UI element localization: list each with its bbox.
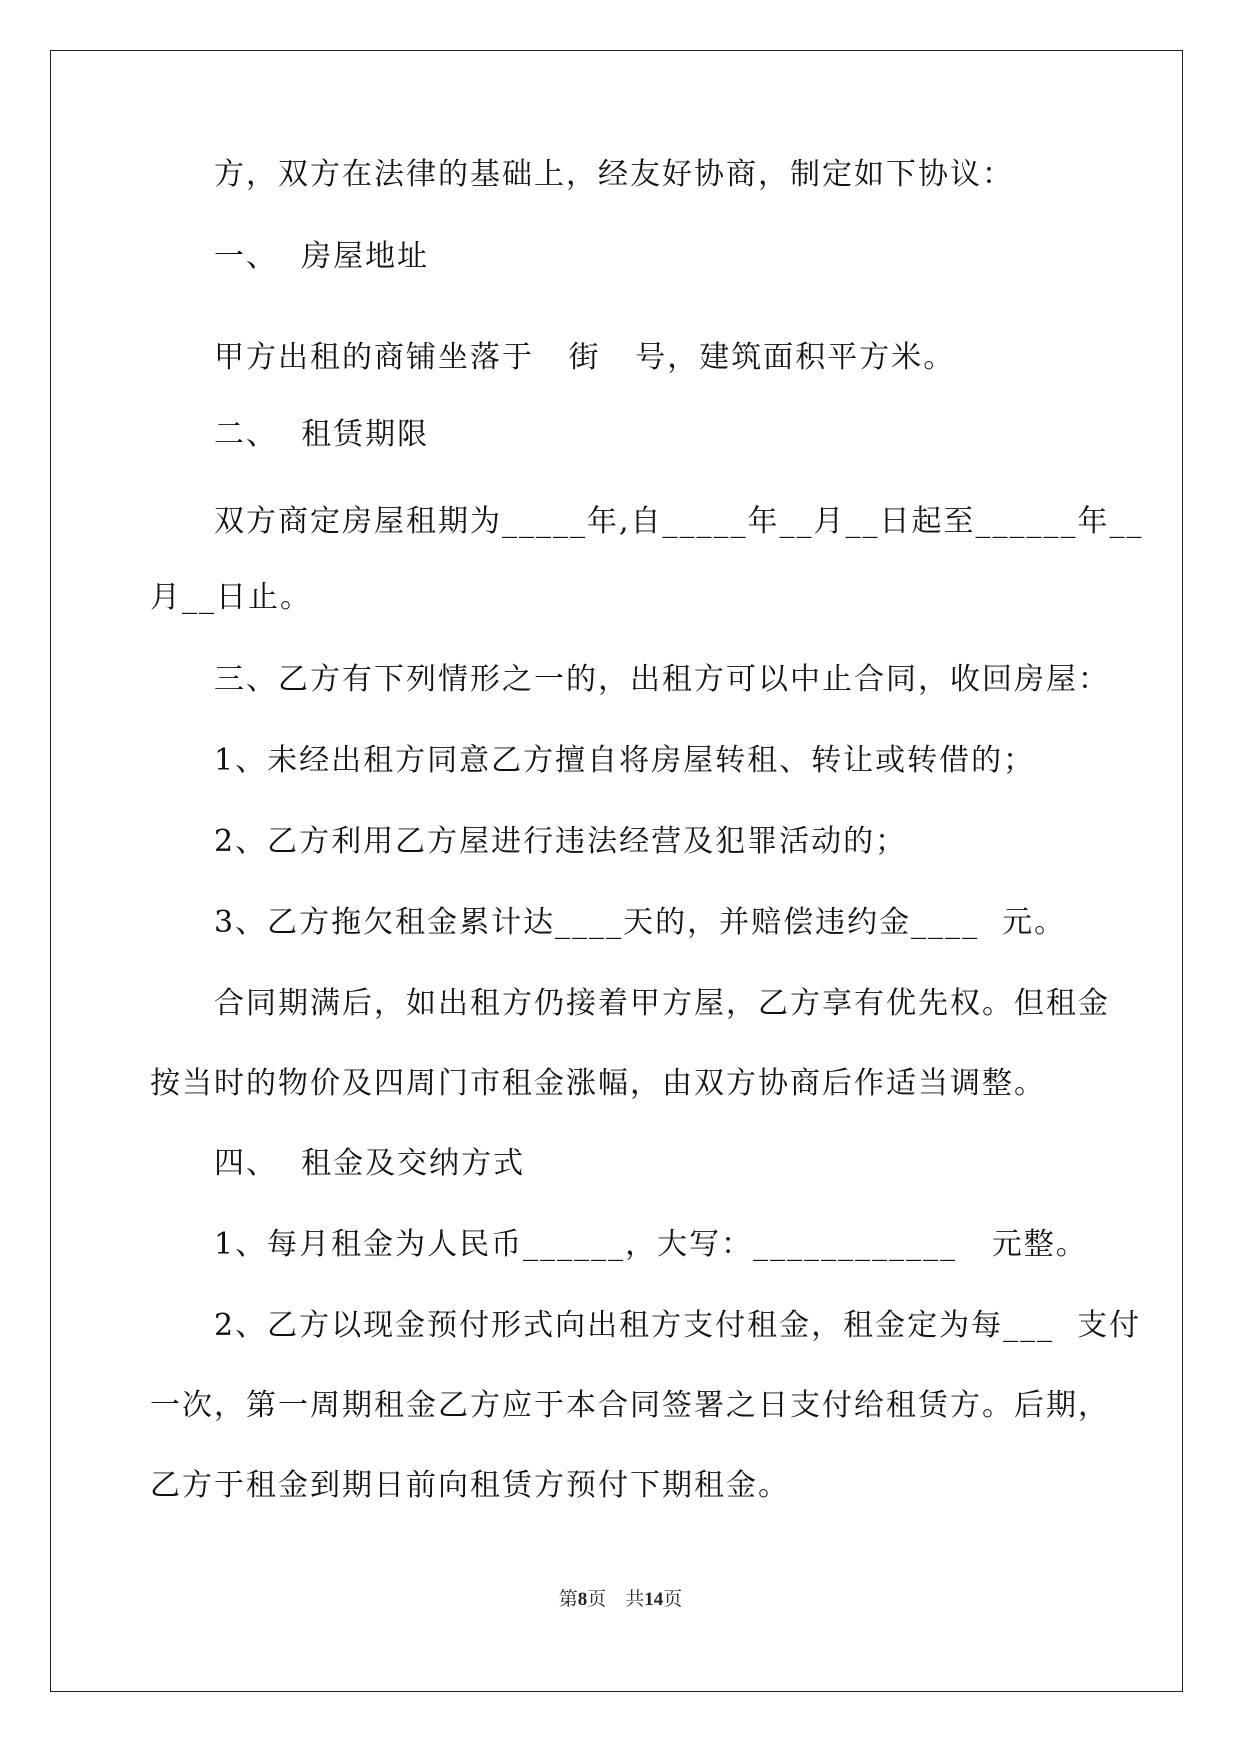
list-item: 1、每月租金为人民币______，大写：____________ 元整。	[214, 1227, 1088, 1262]
page-prefix: 第	[558, 1589, 578, 1610]
paragraph-line: 双方商定房屋租期为_____年,自_____年__月__日起至______年__	[214, 504, 1144, 539]
paragraph-line: 甲方出租的商铺坐落于 街 号，建筑面积平方米。	[214, 340, 956, 375]
list-item: 3、乙方拖欠租金累计达____天的，并赔偿违约金____ 元。	[214, 905, 1067, 940]
list-item: 2、乙方以现金预付形式向出租方支付租金，租金定为每___ 支付	[214, 1308, 1142, 1343]
total-prefix: 共	[625, 1589, 645, 1610]
section-heading-address: 一、 房屋地址	[214, 239, 430, 274]
total-pages: 14	[644, 1589, 664, 1610]
list-item: 1、未经出租方同意乙方擅自将房屋转租、转让或转借的；	[214, 743, 1036, 778]
paragraph-line: 一次，第一周期租金乙方应于本合同签署之日支付给租赁方。后期，	[150, 1388, 1110, 1423]
section-heading-term: 二、 租赁期限	[214, 417, 430, 452]
section-heading-rent: 四、 租金及交纳方式	[214, 1146, 526, 1181]
list-item: 2、乙方利用乙方屋进行违法经营及犯罪活动的；	[214, 824, 908, 859]
page-suffix: 页	[587, 1589, 607, 1610]
total-suffix: 页	[663, 1589, 683, 1610]
paragraph-line: 方，双方在法律的基础上，经友好协商，制定如下协议：	[214, 157, 1014, 192]
section-heading-termination: 三、乙方有下列情形之一的，出租方可以中止合同，收回房屋：	[214, 662, 1110, 697]
page-number: 8	[577, 1589, 588, 1610]
paragraph-line: 合同期满后，如出租方仍接着甲方屋，乙方享有优先权。但租金	[214, 986, 1110, 1021]
page-border	[50, 50, 1183, 1692]
page-footer	[0, 1584, 1241, 1611]
paragraph-line: 乙方于租金到期日前向租赁方预付下期租金。	[150, 1468, 790, 1503]
paragraph-line: 按当时的物价及四周门市租金涨幅，由双方协商后作适当调整。	[150, 1066, 1046, 1101]
paragraph-line: 月__日止。	[150, 580, 312, 615]
